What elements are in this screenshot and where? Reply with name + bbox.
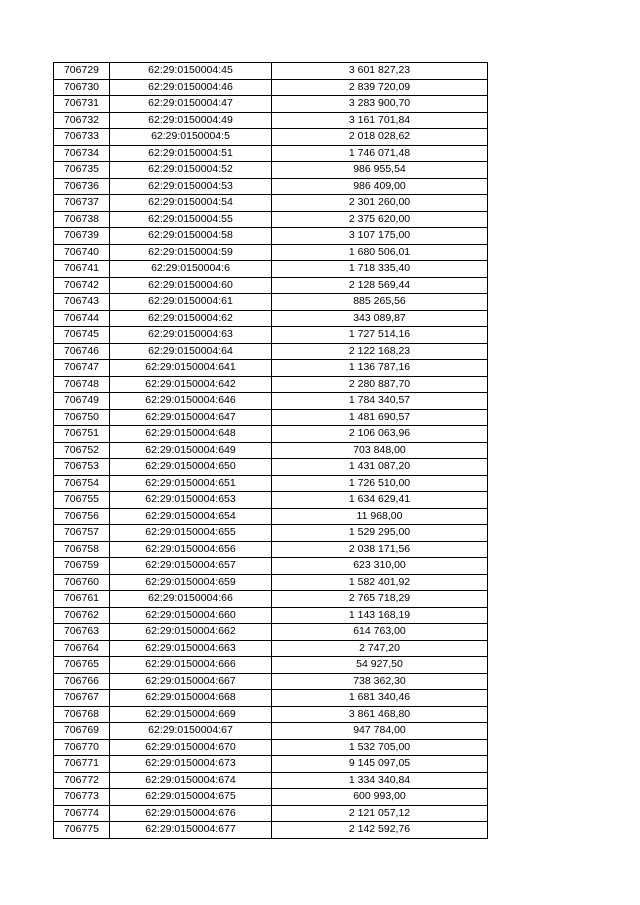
row-number-cell: 706744 [54,310,110,327]
cadastral-value-cell: 986 955,54 [272,162,488,179]
cadastral-number-cell: 62:29:0150004:655 [110,525,272,542]
row-number-cell: 706764 [54,640,110,657]
cadastral-number-cell: 62:29:0150004:670 [110,739,272,756]
cadastral-value-cell: 2 301 260,00 [272,195,488,212]
table-row [54,723,488,740]
cadastral-number-cell: 62:29:0150004:5 [110,129,272,146]
row-number-cell: 706771 [54,756,110,773]
table-row [54,261,488,278]
table-row [54,96,488,113]
cadastral-number-cell: 62:29:0150004:666 [110,657,272,674]
row-number-cell: 706757 [54,525,110,542]
cadastral-value-cell: 1 431 087,20 [272,459,488,476]
table-row [54,789,488,806]
row-number-cell: 706762 [54,607,110,624]
cadastral-value-cell: 1 136 787,16 [272,360,488,377]
cadastral-value-cell: 3 861 468,80 [272,706,488,723]
cadastral-number-cell: 62:29:0150004:54 [110,195,272,212]
row-number-cell: 706767 [54,690,110,707]
table-row [54,393,488,410]
row-number-cell: 706752 [54,442,110,459]
row-number-cell: 706748 [54,376,110,393]
table-row [54,673,488,690]
table-row [54,145,488,162]
table-row [54,63,488,80]
table-row [54,327,488,344]
table-row [54,574,488,591]
cadastral-value-cell: 1 532 705,00 [272,739,488,756]
row-number-cell: 706769 [54,723,110,740]
cadastral-value-cell: 1 143 168,19 [272,607,488,624]
cadastral-value-cell: 2 142 592,76 [272,822,488,839]
cadastral-value-cell: 3 283 900,70 [272,96,488,113]
cadastral-number-cell: 62:29:0150004:654 [110,508,272,525]
table-row [54,624,488,641]
cadastral-number-cell: 62:29:0150004:662 [110,624,272,641]
table-row [54,739,488,756]
table-row [54,805,488,822]
row-number-cell: 706740 [54,244,110,261]
table-row [54,112,488,129]
table-row [54,426,488,443]
cadastral-number-cell: 62:29:0150004:6 [110,261,272,278]
row-number-cell: 706770 [54,739,110,756]
table-row [54,409,488,426]
cadastral-value-cell: 1 334 340,84 [272,772,488,789]
table-row [54,475,488,492]
cadastral-value-cell: 1 746 071,48 [272,145,488,162]
table-row [54,277,488,294]
row-number-cell: 706773 [54,789,110,806]
cadastral-value-table [53,62,488,839]
cadastral-number-cell: 62:29:0150004:47 [110,96,272,113]
table-row [54,690,488,707]
row-number-cell: 706734 [54,145,110,162]
cadastral-value-cell: 2 839 720,09 [272,79,488,96]
table-row [54,211,488,228]
cadastral-value-cell: 703 848,00 [272,442,488,459]
table-row [54,756,488,773]
row-number-cell: 706774 [54,805,110,822]
cadastral-number-cell: 62:29:0150004:667 [110,673,272,690]
table-row [54,492,488,509]
cadastral-value-cell: 1 726 510,00 [272,475,488,492]
row-number-cell: 706766 [54,673,110,690]
cadastral-number-cell: 62:29:0150004:51 [110,145,272,162]
cadastral-number-cell: 62:29:0150004:58 [110,228,272,245]
table-row [54,376,488,393]
cadastral-value-cell: 1 481 690,57 [272,409,488,426]
table-row [54,178,488,195]
cadastral-value-cell: 2 038 171,56 [272,541,488,558]
row-number-cell: 706745 [54,327,110,344]
cadastral-value-cell: 2 128 569,44 [272,277,488,294]
table-row [54,343,488,360]
table-row [54,607,488,624]
table-row [54,195,488,212]
table-row [54,442,488,459]
cadastral-number-cell: 62:29:0150004:650 [110,459,272,476]
row-number-cell: 706761 [54,591,110,608]
cadastral-value-cell: 1 582 401,92 [272,574,488,591]
cadastral-number-cell: 62:29:0150004:668 [110,690,272,707]
cadastral-value-cell: 1 634 629,41 [272,492,488,509]
table-row [54,508,488,525]
table-row [54,360,488,377]
cadastral-value-cell: 3 107 175,00 [272,228,488,245]
table-row [54,525,488,542]
cadastral-value-cell: 2 747,20 [272,640,488,657]
cadastral-number-cell: 62:29:0150004:64 [110,343,272,360]
row-number-cell: 706732 [54,112,110,129]
table-row [54,706,488,723]
row-number-cell: 706739 [54,228,110,245]
table-row [54,591,488,608]
table-row [54,162,488,179]
table-row [54,228,488,245]
cadastral-number-cell: 62:29:0150004:45 [110,63,272,80]
row-number-cell: 706735 [54,162,110,179]
table-row [54,310,488,327]
cadastral-number-cell: 62:29:0150004:677 [110,822,272,839]
cadastral-value-cell: 9 145 097,05 [272,756,488,773]
cadastral-number-cell: 62:29:0150004:660 [110,607,272,624]
table-row [54,541,488,558]
document-page [53,62,488,839]
cadastral-number-cell: 62:29:0150004:62 [110,310,272,327]
cadastral-value-cell: 623 310,00 [272,558,488,575]
row-number-cell: 706758 [54,541,110,558]
row-number-cell: 706749 [54,393,110,410]
cadastral-number-cell: 62:29:0150004:669 [110,706,272,723]
cadastral-number-cell: 62:29:0150004:53 [110,178,272,195]
cadastral-number-cell: 62:29:0150004:659 [110,574,272,591]
cadastral-value-cell: 3 601 827,23 [272,63,488,80]
cadastral-value-cell: 1 784 340,57 [272,393,488,410]
cadastral-value-cell: 3 161 701,84 [272,112,488,129]
cadastral-value-cell: 2 765 718,29 [272,591,488,608]
cadastral-number-cell: 62:29:0150004:67 [110,723,272,740]
cadastral-value-cell: 600 993,00 [272,789,488,806]
cadastral-number-cell: 62:29:0150004:60 [110,277,272,294]
row-number-cell: 706750 [54,409,110,426]
cadastral-number-cell: 62:29:0150004:642 [110,376,272,393]
cadastral-value-cell: 2 122 168,23 [272,343,488,360]
row-number-cell: 706751 [54,426,110,443]
cadastral-number-cell: 62:29:0150004:674 [110,772,272,789]
cadastral-number-cell: 62:29:0150004:66 [110,591,272,608]
cadastral-value-cell: 1 680 506,01 [272,244,488,261]
cadastral-number-cell: 62:29:0150004:656 [110,541,272,558]
cadastral-value-cell: 2 106 063,96 [272,426,488,443]
cadastral-number-cell: 62:29:0150004:675 [110,789,272,806]
row-number-cell: 706729 [54,63,110,80]
cadastral-value-cell: 738 362,30 [272,673,488,690]
row-number-cell: 706765 [54,657,110,674]
table-row [54,772,488,789]
cadastral-value-cell: 1 681 340,46 [272,690,488,707]
cadastral-value-cell: 2 280 887,70 [272,376,488,393]
cadastral-number-cell: 62:29:0150004:651 [110,475,272,492]
table-row [54,459,488,476]
cadastral-number-cell: 62:29:0150004:647 [110,409,272,426]
row-number-cell: 706736 [54,178,110,195]
row-number-cell: 706733 [54,129,110,146]
row-number-cell: 706768 [54,706,110,723]
cadastral-value-cell: 614 763,00 [272,624,488,641]
row-number-cell: 706747 [54,360,110,377]
cadastral-number-cell: 62:29:0150004:653 [110,492,272,509]
row-number-cell: 706737 [54,195,110,212]
cadastral-number-cell: 62:29:0150004:59 [110,244,272,261]
cadastral-number-cell: 62:29:0150004:61 [110,294,272,311]
cadastral-value-cell: 1 529 295,00 [272,525,488,542]
cadastral-number-cell: 62:29:0150004:649 [110,442,272,459]
cadastral-value-cell: 2 375 620,00 [272,211,488,228]
cadastral-value-cell: 343 089,87 [272,310,488,327]
cadastral-value-cell: 986 409,00 [272,178,488,195]
cadastral-value-cell: 947 784,00 [272,723,488,740]
cadastral-value-cell: 2 018 028,62 [272,129,488,146]
cadastral-value-cell: 54 927,50 [272,657,488,674]
cadastral-number-cell: 62:29:0150004:46 [110,79,272,96]
cadastral-value-cell: 1 727 514,16 [272,327,488,344]
table-row [54,129,488,146]
row-number-cell: 706759 [54,558,110,575]
table-body [54,63,488,839]
row-number-cell: 706738 [54,211,110,228]
table-row [54,558,488,575]
cadastral-number-cell: 62:29:0150004:52 [110,162,272,179]
row-number-cell: 706746 [54,343,110,360]
table-row [54,79,488,96]
cadastral-value-cell: 2 121 057,12 [272,805,488,822]
row-number-cell: 706743 [54,294,110,311]
row-number-cell: 706760 [54,574,110,591]
cadastral-number-cell: 62:29:0150004:673 [110,756,272,773]
cadastral-value-cell: 11 968,00 [272,508,488,525]
cadastral-number-cell: 62:29:0150004:55 [110,211,272,228]
cadastral-value-cell: 1 718 335,40 [272,261,488,278]
cadastral-number-cell: 62:29:0150004:641 [110,360,272,377]
row-number-cell: 706755 [54,492,110,509]
row-number-cell: 706730 [54,79,110,96]
cadastral-number-cell: 62:29:0150004:49 [110,112,272,129]
row-number-cell: 706753 [54,459,110,476]
row-number-cell: 706756 [54,508,110,525]
row-number-cell: 706742 [54,277,110,294]
cadastral-number-cell: 62:29:0150004:646 [110,393,272,410]
cadastral-number-cell: 62:29:0150004:663 [110,640,272,657]
row-number-cell: 706754 [54,475,110,492]
cadastral-number-cell: 62:29:0150004:63 [110,327,272,344]
row-number-cell: 706741 [54,261,110,278]
cadastral-number-cell: 62:29:0150004:648 [110,426,272,443]
table-row [54,657,488,674]
row-number-cell: 706763 [54,624,110,641]
cadastral-value-cell: 885 265,56 [272,294,488,311]
row-number-cell: 706731 [54,96,110,113]
table-row [54,640,488,657]
row-number-cell: 706775 [54,822,110,839]
cadastral-number-cell: 62:29:0150004:676 [110,805,272,822]
row-number-cell: 706772 [54,772,110,789]
cadastral-number-cell: 62:29:0150004:657 [110,558,272,575]
table-row [54,822,488,839]
table-row [54,294,488,311]
table-row [54,244,488,261]
